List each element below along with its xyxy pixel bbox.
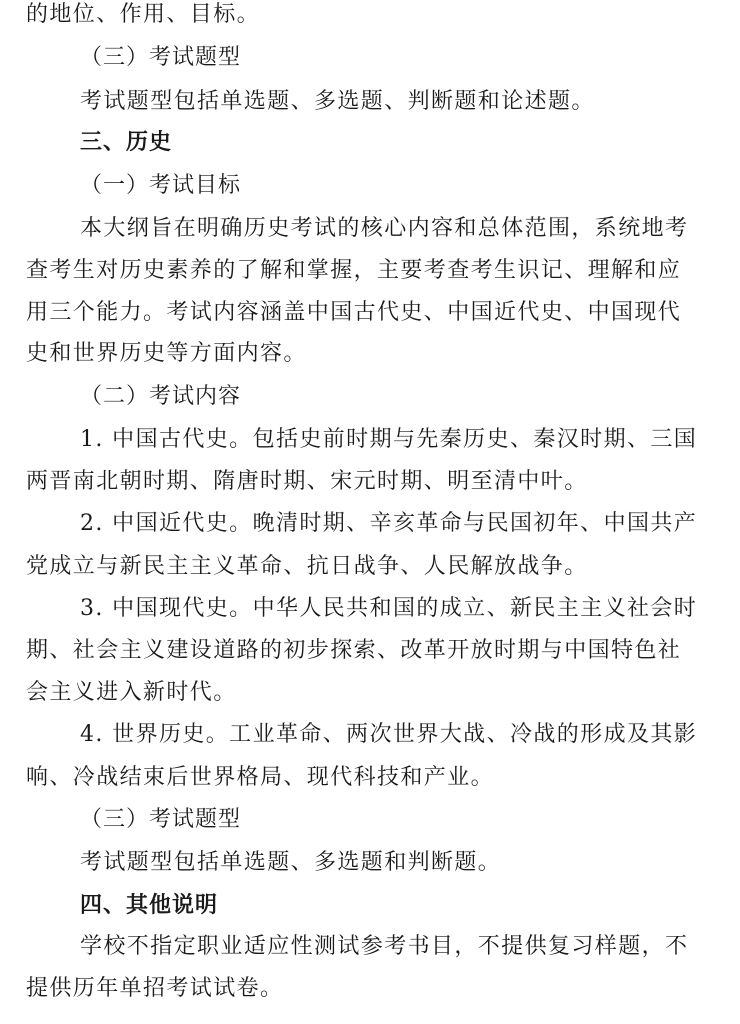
- paragraph-line: 提供历年单招考试试卷。: [26, 976, 284, 1001]
- list-item-line: 期、社会主义建设道路的初步探索、改革开放时期与中国特色社: [26, 638, 682, 663]
- section-heading-other-notes: 四、其他说明: [80, 892, 219, 918]
- subsection-heading-question-types: （三）考试题型: [80, 45, 242, 70]
- paragraph-line: 用三个能力。考试内容涵盖中国古代史、中国近代史、中国现代: [26, 300, 682, 325]
- list-item-line: 2. 中国近代史。晚清时期、辛亥革命与民国初年、中国共产: [80, 511, 698, 536]
- paragraph-line: 考试题型包括单选题、多选题和判断题。: [80, 850, 502, 875]
- paragraph-line-continuation: 的地位、作用、目标。: [26, 2, 261, 27]
- subsection-heading-exam-goals: （一）考试目标: [80, 173, 242, 198]
- paragraph-line: 史和世界历史等方面内容。: [26, 341, 307, 366]
- list-item-line: 4. 世界历史。工业革命、两次世界大战、冷战的形成及其影: [80, 722, 698, 747]
- paragraph-line: 查考生对历史素养的了解和掌握，主要考查考生识记、理解和应: [26, 258, 682, 283]
- list-item-line: 会主义进入新时代。: [26, 680, 237, 705]
- list-item-line: 1. 中国古代史。包括史前时期与先秦历史、秦汉时期、三国: [80, 427, 698, 452]
- list-item-line: 党成立与新民主主义革命、抗日战争、人民解放战争。: [26, 554, 588, 579]
- list-item-line: 两晋南北朝时期、隋唐时期、宋元时期、明至清中叶。: [26, 469, 588, 494]
- paragraph-line: 考试题型包括单选题、多选题、判断题和论述题。: [80, 89, 595, 114]
- paragraph-line: 学校不指定职业适应性测试参考书目，不提供复习样题，不: [80, 934, 689, 959]
- subsection-heading-question-types: （三）考试题型: [80, 807, 242, 832]
- list-item-line: 3. 中国现代史。中华人民共和国的成立、新民主主义社会时: [80, 596, 698, 621]
- list-item-line: 响、冷战结束后世界格局、现代科技和产业。: [26, 765, 495, 790]
- subsection-heading-exam-content: （二）考试内容: [80, 384, 242, 409]
- paragraph-line: 本大纲旨在明确历史考试的核心内容和总体范围，系统地考: [80, 216, 689, 241]
- section-heading-history: 三、历史: [80, 129, 173, 155]
